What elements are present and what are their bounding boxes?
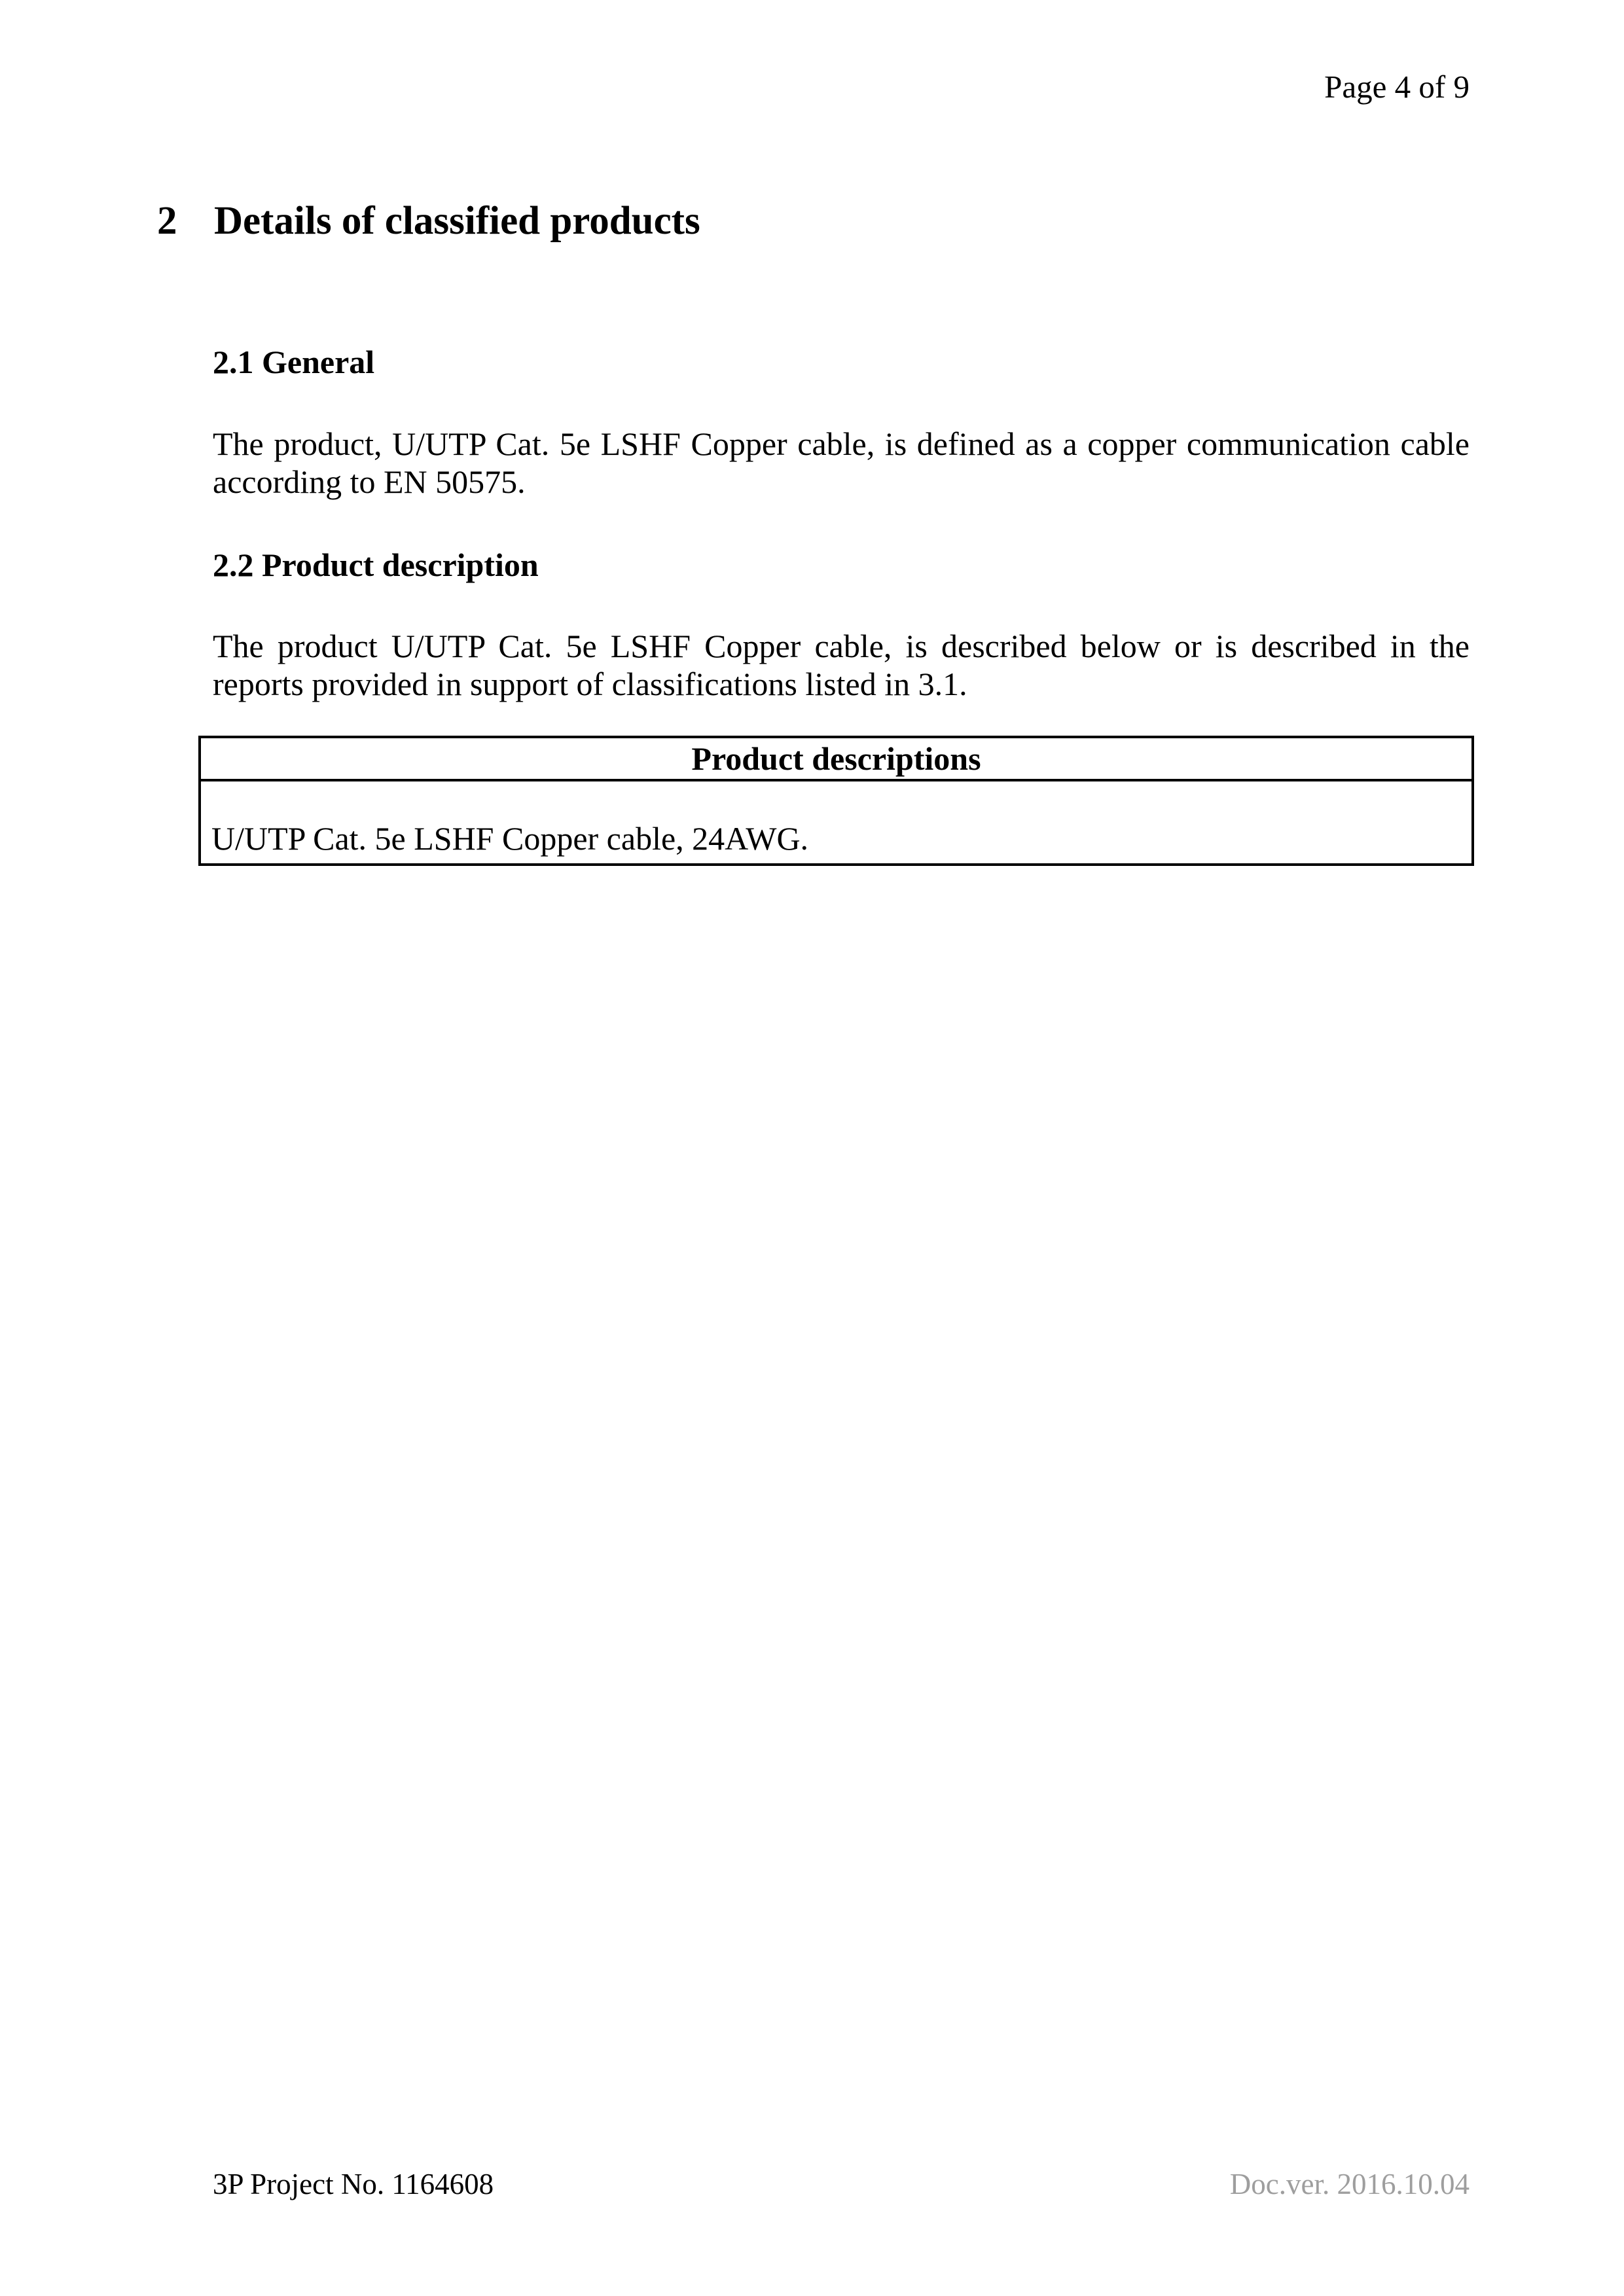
table-row xyxy=(200,780,1473,865)
subsection-heading-product-description: 2.2 Product description xyxy=(213,546,539,583)
page-number-indicator: Page 4 of 9 xyxy=(1324,69,1470,105)
footer-doc-version: Doc.ver. 2016.10.04 xyxy=(1229,2168,1470,2200)
section-heading xyxy=(157,201,1470,241)
product-descriptions-table xyxy=(198,736,1474,866)
footer-project-number: 3P Project No. 1164608 xyxy=(213,2168,494,2200)
section-title: Details of classified products xyxy=(214,199,700,243)
table-cell-product-description: U/UTP Cat. 5e LSHF Copper cable, 24AWG. xyxy=(200,780,1473,865)
subsection-heading-general: 2.1 General xyxy=(213,344,375,381)
paragraph-general: The product, U/UTP Cat. 5e LSHF Copper cable, is defined as a copper communication cable according to EN 50575. xyxy=(213,425,1470,500)
table-header-cell: Product descriptions xyxy=(200,737,1473,780)
page-footer xyxy=(213,2168,1470,2202)
table-header-row xyxy=(200,737,1473,780)
paragraph-product-description: The product U/UTP Cat. 5e LSHF Copper cable, is described below or is described in the reports provided in support of classifications listed in 3.1. xyxy=(213,628,1470,703)
section-number: 2 xyxy=(157,199,177,243)
